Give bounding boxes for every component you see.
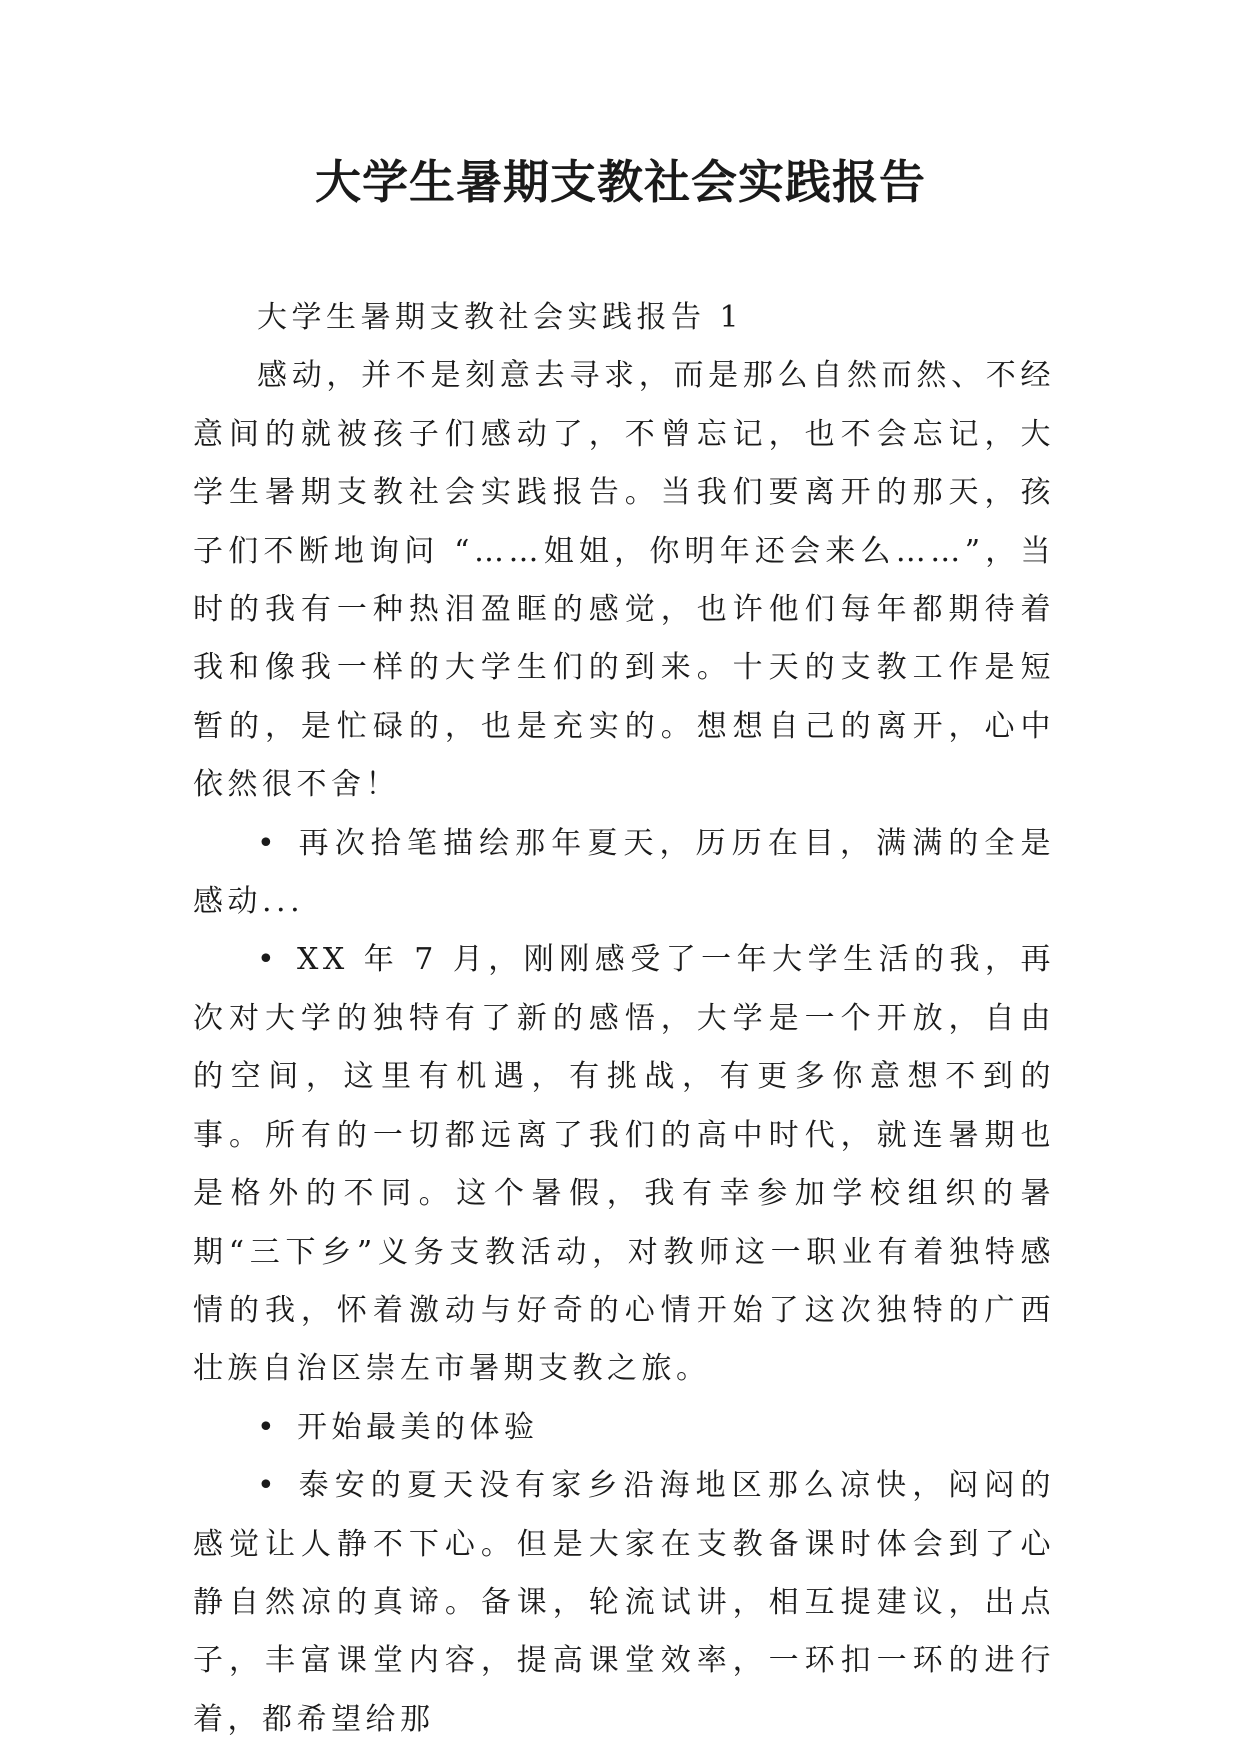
bullet-icon: •	[257, 1468, 280, 1504]
bullet-icon: •	[257, 942, 280, 978]
document-title: 大学生暑期支教社会实践报告	[315, 155, 926, 209]
bullet-icon: •	[257, 1409, 280, 1445]
bullet-icon: •	[257, 825, 280, 861]
bullet-text: 开始最美的体验	[297, 1409, 539, 1445]
bullet-paragraph	[193, 931, 1055, 1398]
paragraph-intro: 感动，并不是刻意去寻求，而是那么自然而然、不经意间的就被孩子们感动了，不曾忘记，也不会忘记，大学生暑期支教社会实践报告。当我们要离开的那天，孩子们不断地询问 “……姐姐，你明年还会来么……”，当时的我有一种热泪盈眶的感觉，也许他们每年都期待着我和像我一样的大学生们的到来。十天的支教工作是短暂的，是忙碌的，也是充实的。想想自己的离开，心中依然很不舍！	[193, 358, 1055, 803]
bullet-text: XX 年 7 月，刚刚感受了一年大学生活的我，再次对大学的独特有了新的感悟，大学是一个开放，自由的空间，这里有机遇，有挑战，有更多你意想不到的事。所有的一切都远离了我们的高中时代，就连暑期也是格外的不同。这个暑假，我有幸参加学校组织的暑期“三下乡”义务支教活动，对教师这一职业有着独特感情的我，怀着激动与好奇的心情开始了这次独特的广西壮族自治区崇左市暑期支教之旅。	[193, 942, 1055, 1387]
bullet-paragraph	[193, 1457, 1055, 1749]
bullet-paragraph	[193, 1399, 1055, 1457]
bullet-paragraph	[193, 815, 1055, 932]
document-body	[193, 289, 1055, 1749]
bullet-text: 泰安的夏天没有家乡沿海地区那么凉快，闷闷的感觉让人静不下心。但是大家在支教备课时体会到了心静自然凉的真谛。备课，轮流试讲，相互提建议，出点子，丰富课堂内容，提高课堂效率，一环扣一环的进行着，都希望给那	[193, 1468, 1055, 1737]
report-heading: 大学生暑期支教社会实践报告 1	[257, 300, 744, 335]
bullet-text: 再次拾笔描绘那年夏天，历历在目，满满的全是感动...	[193, 825, 1055, 920]
